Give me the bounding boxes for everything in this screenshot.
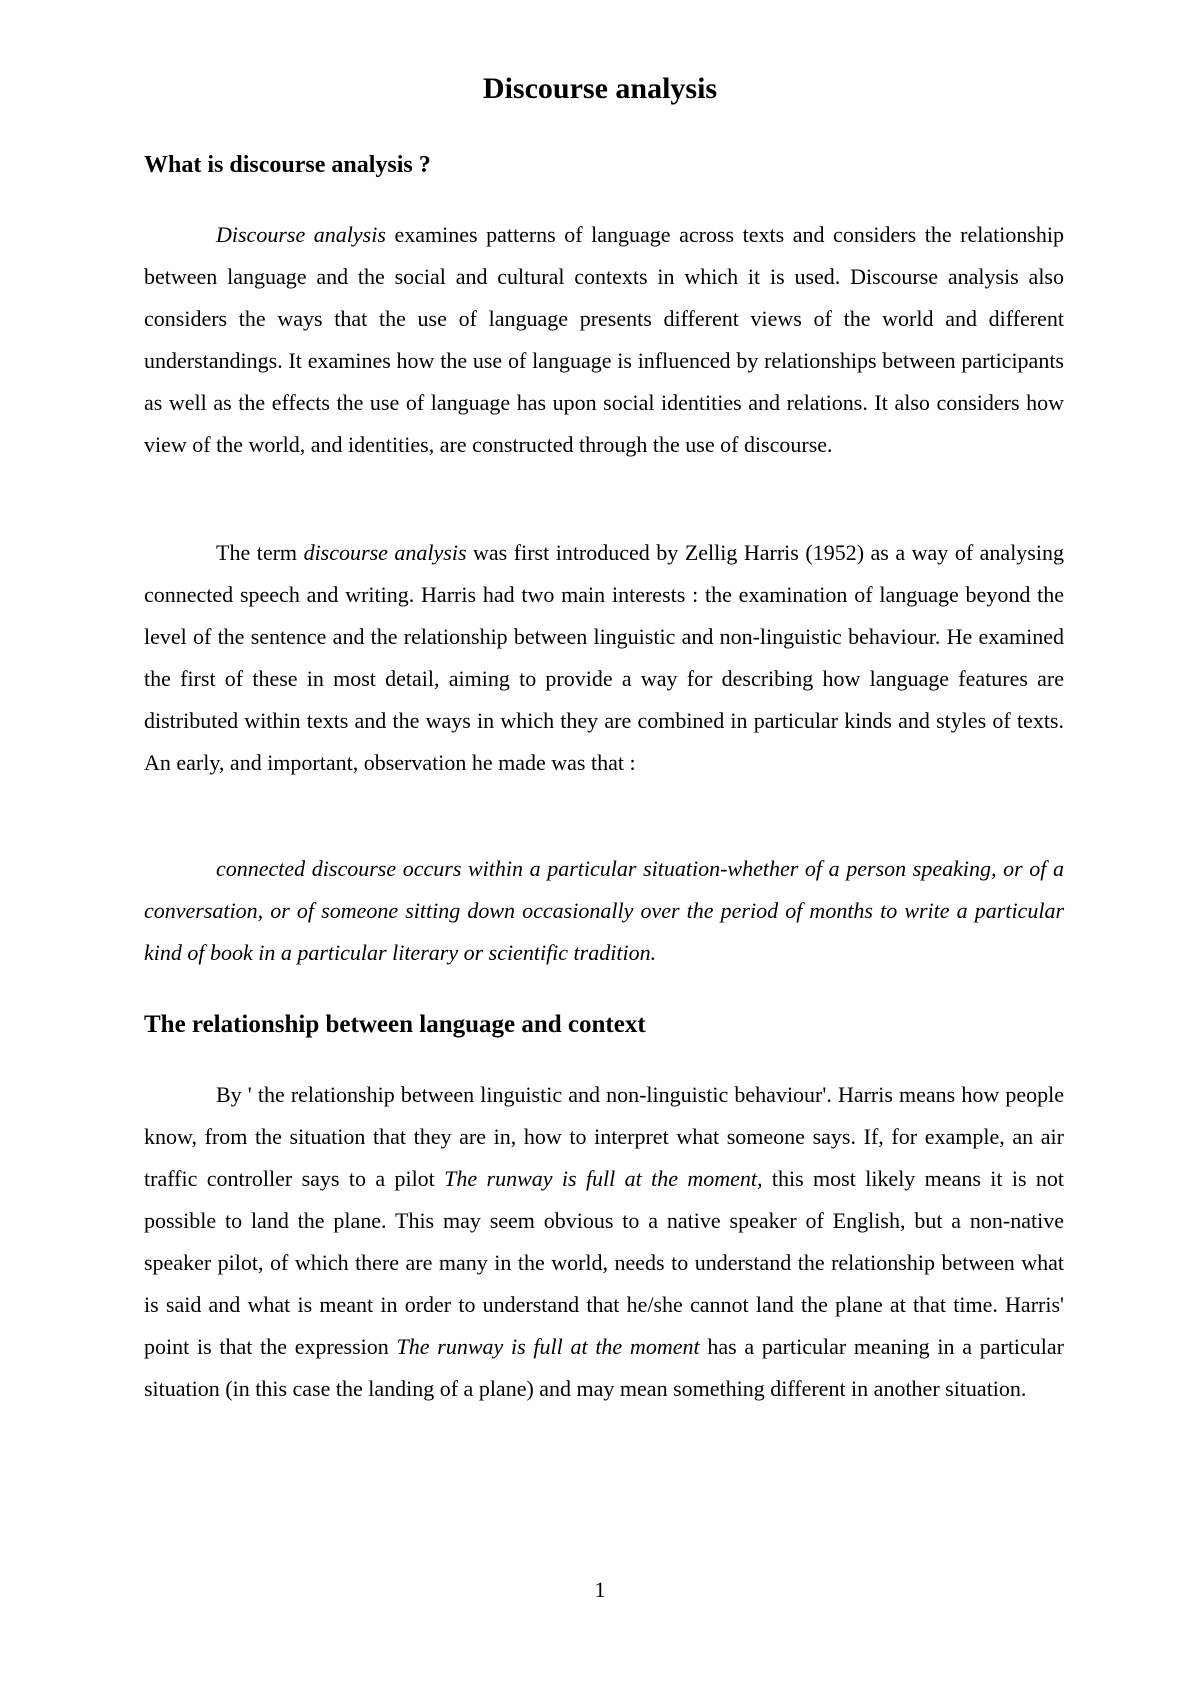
example-runway-2: The runway is full at the moment <box>396 1334 700 1359</box>
term-discourse-analysis: Discourse analysis <box>216 222 386 247</box>
paragraph-definition <box>144 214 1064 466</box>
paragraph-harris-after: was first introduced by Zellig Harris (1952) as a way of analysing connected speech and writing. Harris had two main interests : the examination of language beyond the level of the sentence and the relationship between linguistic and non-linguistic behaviour. He examined the first of these in most detail, aiming to provide a way for describing how language features are distributed within texts and the ways in which they are combined in particular kinds and styles of texts. An early, and important, observation he made was that : <box>144 540 1064 775</box>
block-quote: connected discourse occurs within a particular situation-whether of a person speaking, or of a conversation, or of someone sitting down occasionally over the period of months to write a particular kind of book in a particular literary or scientific tradition. <box>144 856 1064 965</box>
paragraph-runway-part1: By ' the relationship between linguistic and non-linguistic behaviour'. Harris means how people know, from the situation that they are in, how to interpret what someone says. If, for example, an air traffic controller says to a pilot <box>144 1082 1064 1191</box>
paragraph-runway-part3: has a particular meaning in a particular situation (in this case the landing of a plane) and may mean something different in another situation. <box>144 1334 1065 1401</box>
section-heading-what-is: What is discourse analysis ? <box>144 152 431 178</box>
section-heading-relationship: The relationship between language and context <box>144 1011 646 1038</box>
paragraph-harris-before: The term <box>216 540 304 565</box>
example-runway-1: The runway is full at the moment, <box>444 1166 763 1191</box>
term-discourse-analysis-2: discourse analysis <box>303 540 467 565</box>
paragraph-runway-example <box>144 1074 1064 1410</box>
paragraph-runway-part2: this most likely means it is not possible to land the plane. This may seem obvious to a native speaker of English, but a non-native speaker pilot, of which there are many in the world, needs to understand the relationship between what is said and what is meant in order to understand that he/she cannot land the plane at that time. Harris' point is that the expression <box>144 1166 1064 1359</box>
document-title: Discourse analysis <box>482 72 718 105</box>
page-number: 1 <box>594 1577 606 1602</box>
paragraph-harris <box>144 532 1064 784</box>
paragraph-definition-text: examines patterns of language across texts and considers the relationship between language and the social and cultural contexts in which it is used. Discourse analysis also considers the ways that the use of language presents different views of the world and different understandings. It examines how the use of language is influenced by relationships between participants as well as the effects the use of language has upon social identities and relations. It also considers how view of the world, and identities, are constructed through the use of discourse. <box>144 222 1064 457</box>
